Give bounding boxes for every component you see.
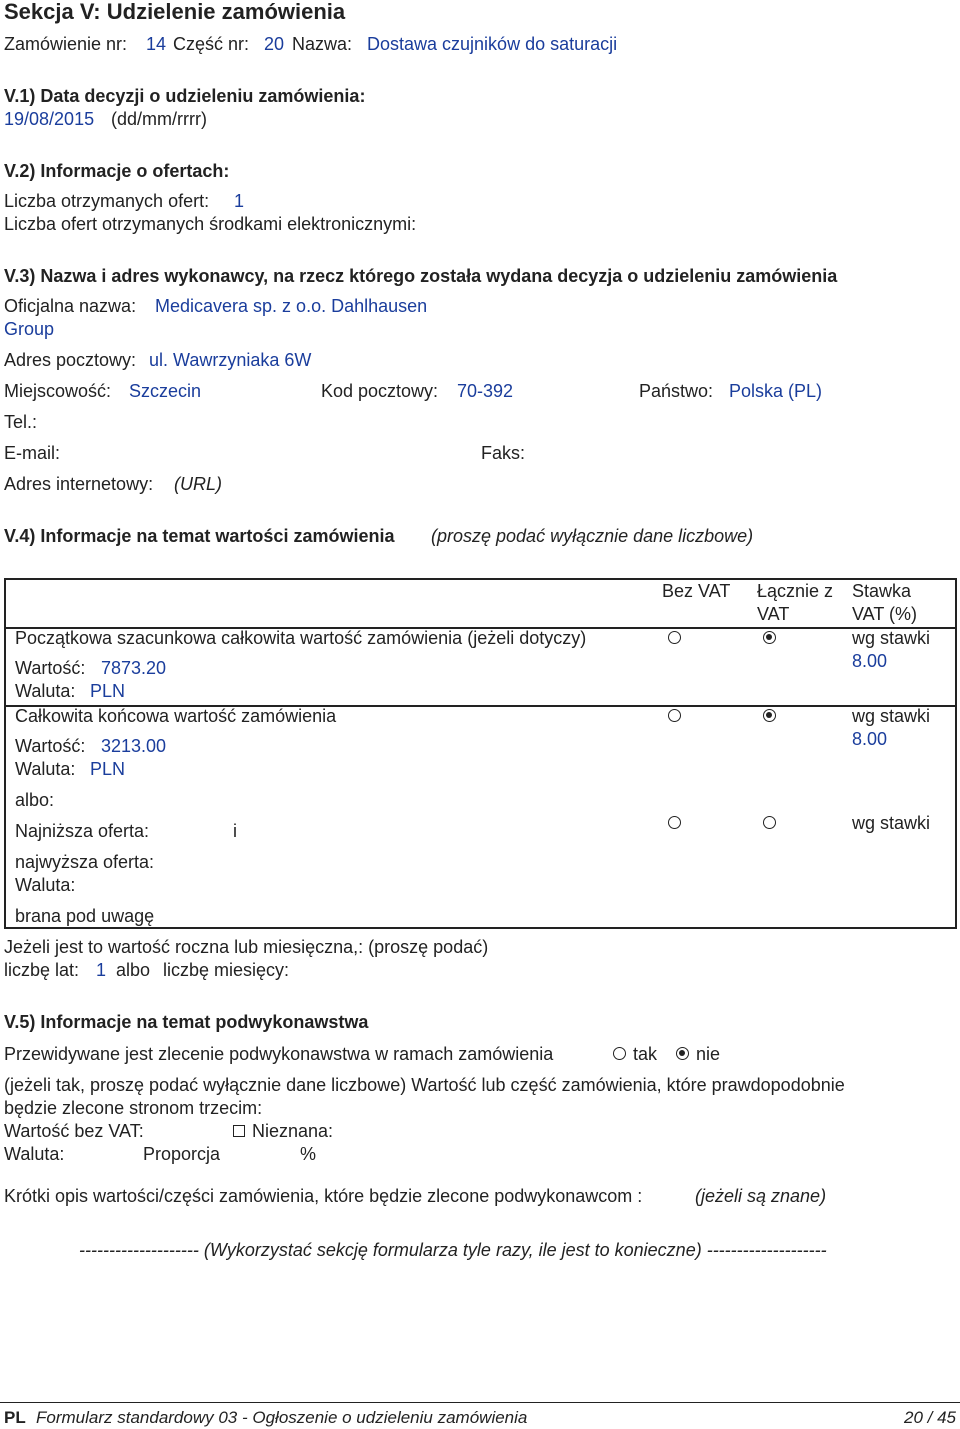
- final-rate-value: 8.00: [852, 729, 888, 749]
- v5-title: V.5) Informacje na temat podwykonawstwa: [4, 1012, 369, 1032]
- order-nr-label: Zamówienie nr:: [4, 34, 128, 54]
- final-currency-label: Waluta:: [15, 759, 76, 779]
- range-gross-radio[interactable]: [763, 816, 776, 829]
- subcontract-yes-radio[interactable]: [613, 1047, 626, 1060]
- col-gross-header-line2: VAT: [757, 604, 790, 624]
- initial-value-label: Początkowa szacunkowa całkowita wartość zamówienia (jeżeli dotyczy): [15, 628, 587, 648]
- v3-title: V.3) Nazwa i adres wykonawcy, na rzecz którego została wydana decyzja o udzieleniu zamówienia: [4, 266, 838, 286]
- official-name-label: Oficjalna nazwa:: [4, 296, 137, 316]
- range-rate-prefix: wg stawki: [852, 813, 931, 833]
- official-name-value-line2: Group: [4, 319, 55, 339]
- subcontract-planned-label: Przewidywane jest zlecenie podwykonawstwa w ramach zamówienia: [4, 1044, 554, 1064]
- final-gross-radio[interactable]: [763, 709, 776, 722]
- v4-title: V.4) Informacje na temat wartości zamówienia: [4, 526, 395, 546]
- years-label: liczbę lat:: [4, 960, 80, 980]
- final-rate-prefix: wg stawki: [852, 706, 931, 726]
- subcontract-yes-label: tak: [633, 1044, 658, 1064]
- address-label: Adres pocztowy:: [4, 350, 137, 370]
- postal-value: 70-392: [457, 381, 514, 401]
- subcontract-note-line2: będzie zlecone stronom trzecim:: [4, 1098, 263, 1118]
- order-name-value: Dostawa czujników do saturacji: [367, 34, 618, 54]
- subcontract-note-line1: (jeżeli tak, proszę podać wyłącznie dane liczbowe) Wartość lub część zamówienia, które prawdopodobnie: [4, 1075, 845, 1095]
- order-name-label: Nazwa:: [292, 34, 353, 54]
- final-amount-label: Wartość:: [15, 736, 86, 756]
- country-value: Polska (PL): [729, 381, 823, 401]
- subcontract-net-label: Wartość bez VAT:: [4, 1121, 144, 1141]
- final-net-radio[interactable]: [668, 709, 681, 722]
- subcontract-no-label: nie: [696, 1044, 721, 1064]
- col-gross-header: Łącznie z: [757, 581, 834, 601]
- offers-received-value: 1: [234, 191, 245, 211]
- initial-amount-label: Wartość:: [15, 658, 86, 678]
- months-label: liczbę miesięcy:: [163, 960, 290, 980]
- part-nr-label: Część nr:: [173, 34, 250, 54]
- considered-label: brana pod uwagę: [15, 906, 155, 926]
- email-label: E-mail:: [4, 443, 61, 463]
- v4-hint: (proszę podać wyłącznie dane liczbowe): [431, 526, 754, 546]
- decision-date: 19/08/2015: [4, 109, 95, 129]
- final-currency-value: PLN: [90, 759, 126, 779]
- subcontract-desc-label: Krótki opis wartości/części zamówienia, które będzie zlecone podwykonawcom :: [4, 1186, 643, 1206]
- web-hint: (URL): [174, 474, 222, 494]
- percent-label: %: [300, 1144, 317, 1164]
- col-rate-header: Stawka: [852, 581, 912, 601]
- unknown-checkbox[interactable]: [233, 1125, 245, 1137]
- range-currency-label: Waluta:: [15, 875, 76, 895]
- part-nr-value: 20: [264, 34, 285, 54]
- v1-title: V.1) Data decyzji o udzieleniu zamówienia:: [4, 86, 366, 106]
- subcontract-desc-hint: (jeżeli są znane): [695, 1186, 827, 1206]
- order-nr-value: 14: [146, 34, 167, 54]
- footer-form: Formularz standardowy 03 - Ogłoszenie o udzieleniu zamówienia: [36, 1408, 528, 1427]
- v2-title: V.2) Informacje o ofertach:: [4, 161, 230, 181]
- date-format: (dd/mm/rrrr): [111, 109, 207, 129]
- initial-currency-value: PLN: [90, 681, 126, 701]
- initial-gross-radio[interactable]: [763, 631, 776, 644]
- section-title: Sekcja V: Udzielenie zamówienia: [4, 0, 346, 24]
- unknown-label: Nieznana:: [252, 1121, 334, 1141]
- offers-electronic-label: Liczba ofert otrzymanych środkami elektronicznymi:: [4, 214, 417, 234]
- footer-page: 20 / 45: [904, 1408, 956, 1427]
- initial-net-radio[interactable]: [668, 631, 681, 644]
- address-value: ul. Wawrzyniaka 6W: [149, 350, 312, 370]
- country-label: Państwo:: [639, 381, 714, 401]
- footer: [0, 1402, 960, 1429]
- offers-received-label: Liczba otrzymanych ofert:: [4, 191, 210, 211]
- subcontract-currency-label: Waluta:: [4, 1144, 65, 1164]
- footer-code: PL: [4, 1408, 26, 1427]
- or-label: albo:: [15, 790, 55, 810]
- city-value: Szczecin: [129, 381, 202, 401]
- initial-rate-value: 8.00: [852, 651, 888, 671]
- range-net-radio[interactable]: [668, 816, 681, 829]
- and-label: i: [233, 821, 237, 841]
- postal-label: Kod pocztowy:: [321, 381, 439, 401]
- years-value: 1: [96, 960, 107, 980]
- albo-label: albo: [116, 960, 151, 980]
- web-label: Adres internetowy:: [4, 474, 154, 494]
- lowest-offer-label: Najniższa oferta:: [15, 821, 150, 841]
- official-name-value: Medicavera sp. z o.o. Dahlhausen: [155, 296, 428, 316]
- city-label: Miejscowość:: [4, 381, 112, 401]
- repeat-note: -------------------- (Wykorzystać sekcję formularza tyle razy, ile jest to konieczne) --------------------: [79, 1240, 827, 1260]
- col-rate-header-line2: VAT (%): [852, 604, 918, 624]
- initial-rate-prefix: wg stawki: [852, 628, 931, 648]
- col-net-header: Bez VAT: [662, 581, 731, 601]
- proportion-label: Proporcja: [143, 1144, 221, 1164]
- final-amount-value: 3213.00: [101, 736, 167, 756]
- tel-label: Tel.:: [4, 412, 38, 432]
- subcontract-no-radio[interactable]: [676, 1047, 689, 1060]
- fax-label: Faks:: [481, 443, 526, 463]
- initial-currency-label: Waluta:: [15, 681, 76, 701]
- final-value-label: Całkowita końcowa wartość zamówienia: [15, 706, 337, 726]
- initial-amount-value: 7873.20: [101, 658, 167, 678]
- highest-offer-label: najwyższa oferta:: [15, 852, 155, 872]
- annual-label: Jeżeli jest to wartość roczna lub miesięczna,: (proszę podać): [4, 937, 489, 957]
